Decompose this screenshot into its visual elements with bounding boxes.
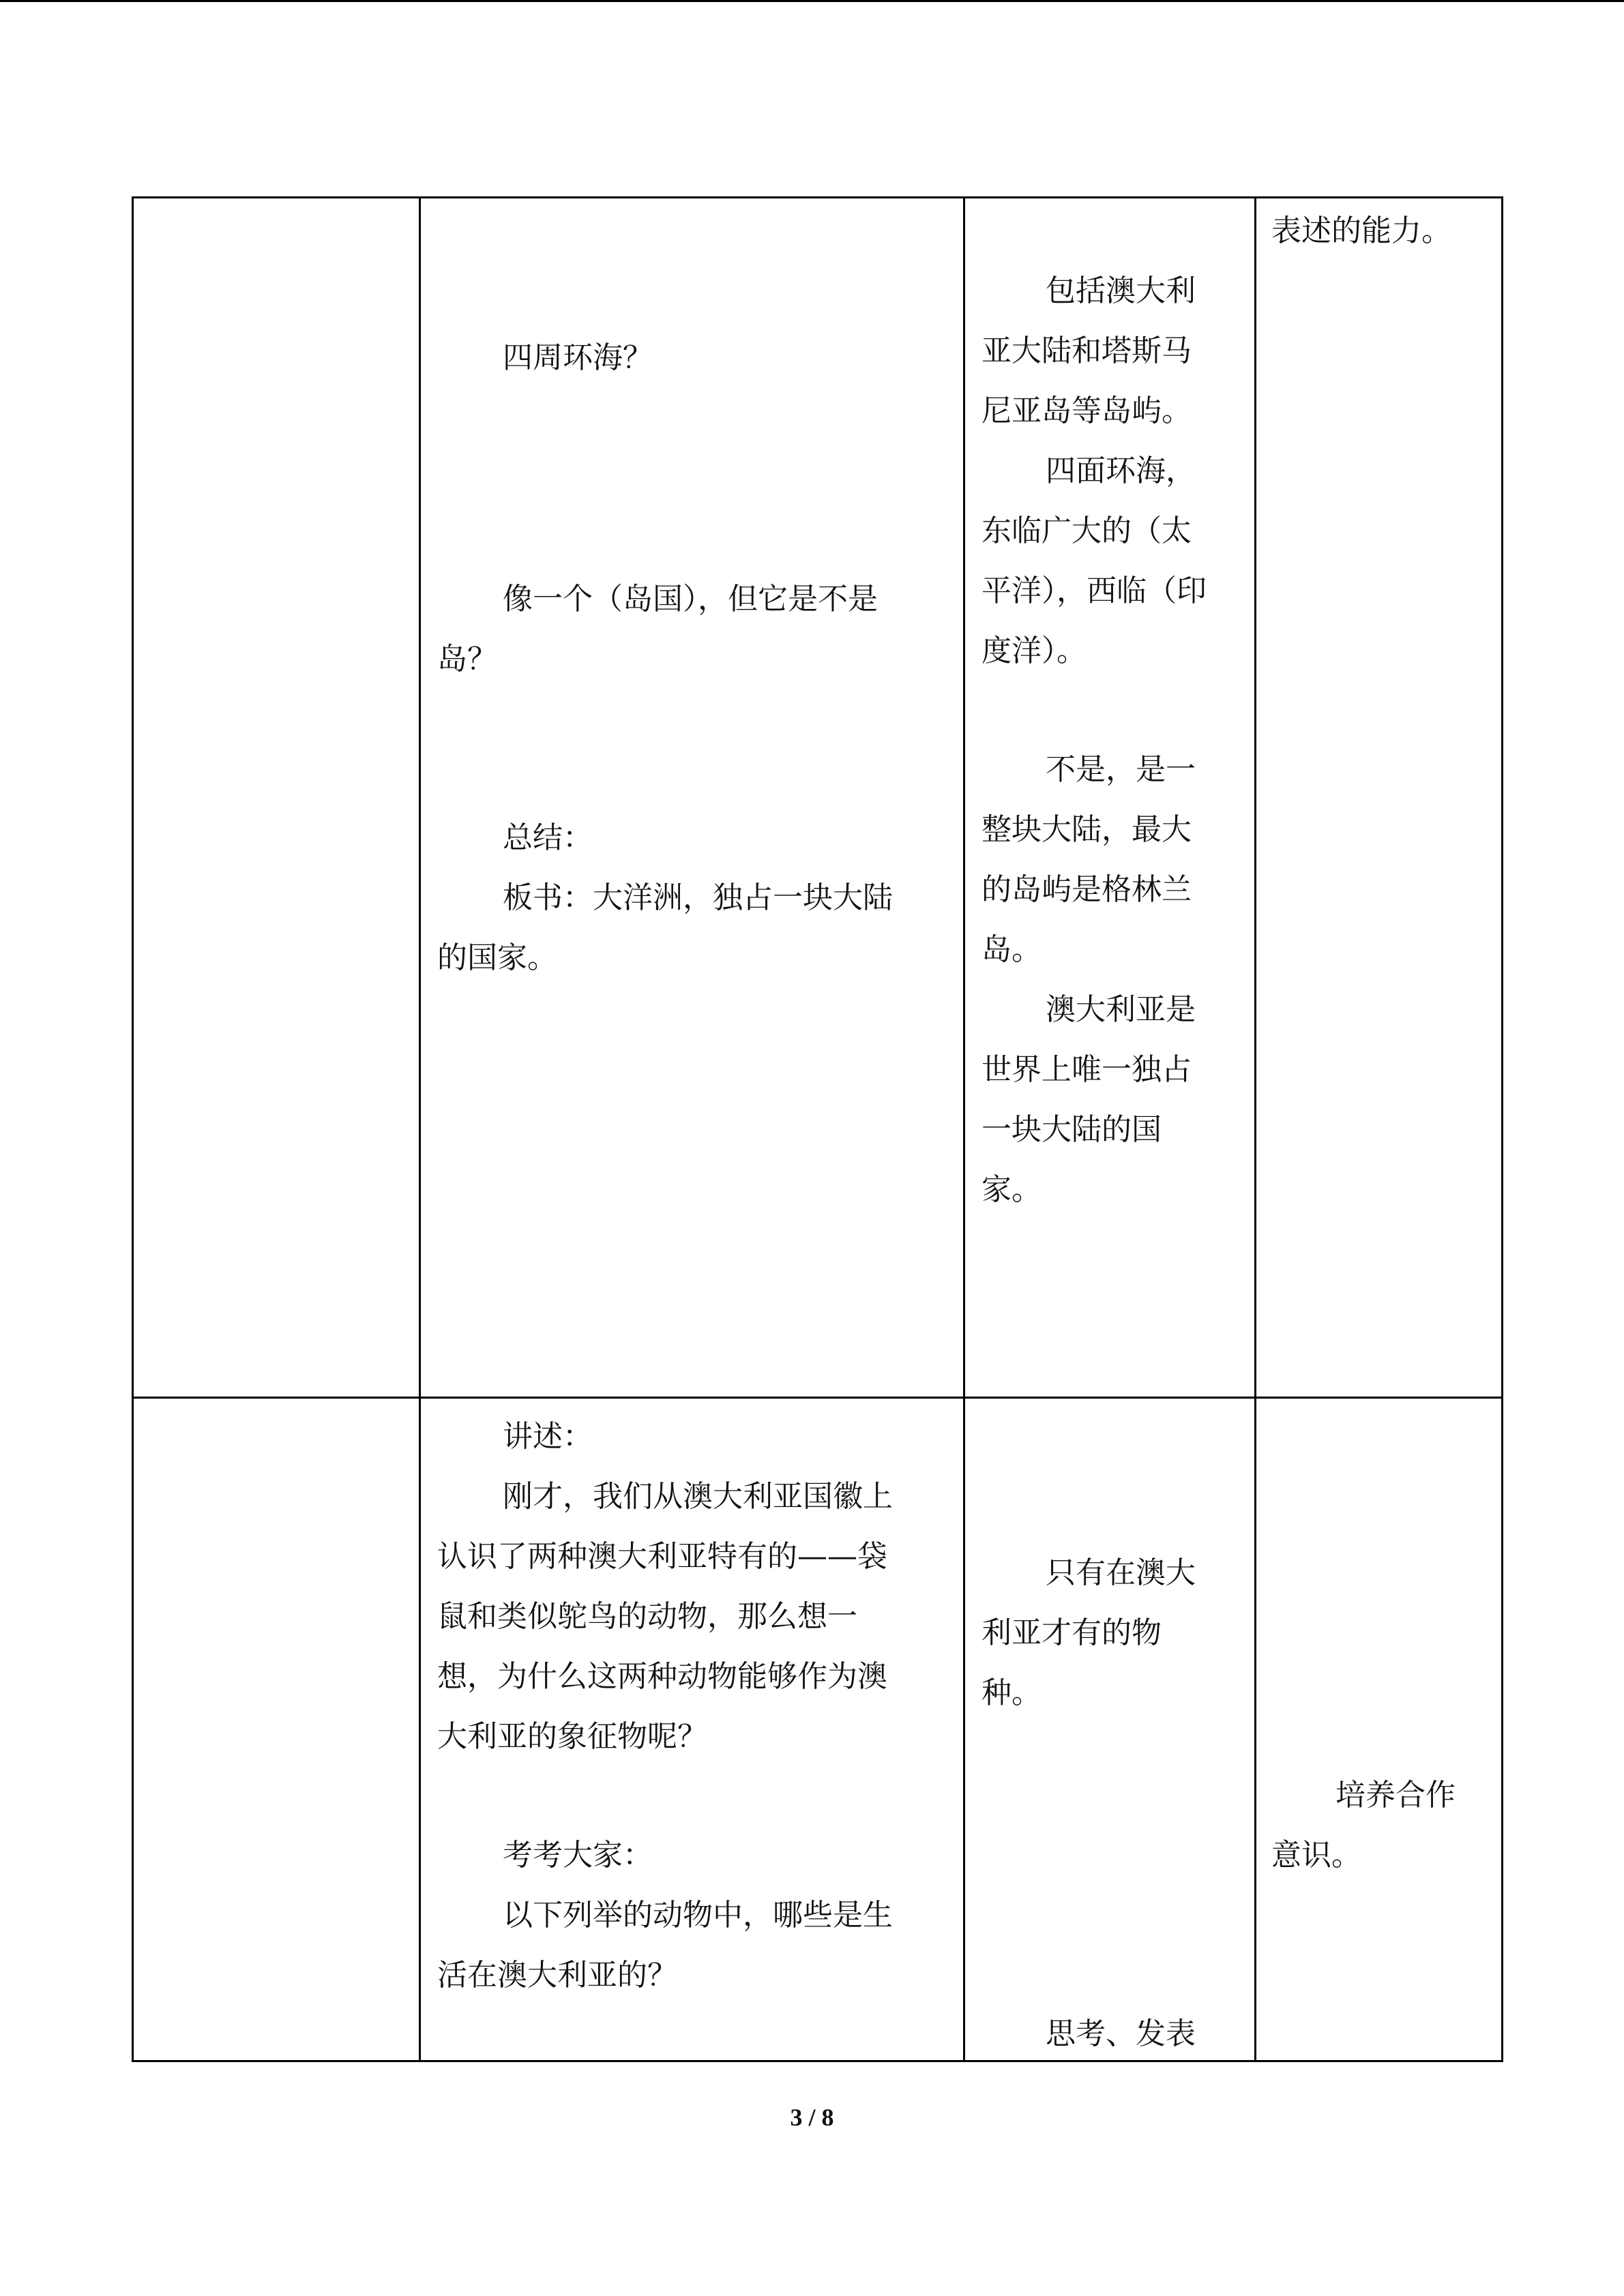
text-line: 培养合作 <box>1335 1778 1456 1813</box>
teacher-activity-cell <box>420 1398 964 2061</box>
section-cell <box>133 1398 420 2061</box>
text-line: 东临广大的（太 <box>981 513 1192 548</box>
design-purpose-cell <box>1256 198 1503 1398</box>
text-line: 以下列举的动物中，哪些是生 <box>503 1898 893 1933</box>
text-line: 板书：大洋洲，独占一块大陆 <box>503 880 893 915</box>
text-line: 平洋），西临（印 <box>981 573 1207 608</box>
text-line: 鼠和类似鸵鸟的动物，那么想一 <box>437 1599 857 1634</box>
text-line: 亚大陆和塔斯马 <box>981 333 1192 368</box>
section-cell <box>133 198 420 1398</box>
text-line: 四面环海， <box>1046 453 1196 488</box>
text-line: 种。 <box>981 1675 1042 1710</box>
page-number: 3 / 8 <box>790 2104 834 2131</box>
text-line: 度洋）。 <box>981 633 1087 668</box>
top-border <box>0 0 1624 2</box>
text-line: 表述的能力。 <box>1271 213 1451 248</box>
text-line: 四周环海？ <box>503 340 653 375</box>
student-activity-cell <box>964 1398 1256 2061</box>
text-line: 刚才，我们从澳大利亚国徽上 <box>503 1479 893 1514</box>
text-line: 包括澳大利 <box>1046 273 1196 308</box>
text-line: 讲述： <box>503 1419 593 1454</box>
text-line: 家。 <box>981 1172 1042 1207</box>
text-line: 澳大利亚是 <box>1046 992 1196 1027</box>
table-row <box>133 1398 1503 2061</box>
text-line: 岛？ <box>437 642 497 676</box>
text-line: 世界上唯一独占 <box>981 1052 1192 1087</box>
text-line: 总结： <box>503 820 593 855</box>
text-line: 只有在澳大 <box>1046 1555 1196 1590</box>
table-row <box>133 198 1503 1398</box>
text-line: 想，为什么这两种动物能够作为澳 <box>437 1659 887 1694</box>
text-line: 考考大家： <box>503 1838 653 1873</box>
text-line: 利亚才有的物 <box>981 1615 1162 1650</box>
text-line: 活在澳大利亚的？ <box>437 1958 677 1993</box>
text-line: 整块大陆，最大 <box>981 812 1192 847</box>
lesson-plan-table <box>132 196 1503 2062</box>
text-line: 的岛屿是格林兰 <box>981 872 1192 907</box>
student-activity-cell <box>964 198 1256 1398</box>
text-line: 认识了两种澳大利亚特有的——袋 <box>437 1539 887 1574</box>
text-line: 大利亚的象征物呢？ <box>437 1719 707 1754</box>
text-line: 尼亚岛等岛屿。 <box>981 393 1192 428</box>
text-line: 思考、发表 <box>1046 2016 1196 2051</box>
text-line: 的国家。 <box>437 940 557 975</box>
teacher-activity-cell <box>420 198 964 1398</box>
text-line: 像一个（岛国），但它是不是 <box>503 582 878 616</box>
design-purpose-cell <box>1256 1398 1503 2061</box>
text-line: 一块大陆的国 <box>981 1112 1162 1147</box>
text-line: 意识。 <box>1271 1838 1361 1873</box>
text-line: 岛。 <box>981 932 1042 967</box>
text-line: 不是，是一 <box>1046 752 1196 787</box>
